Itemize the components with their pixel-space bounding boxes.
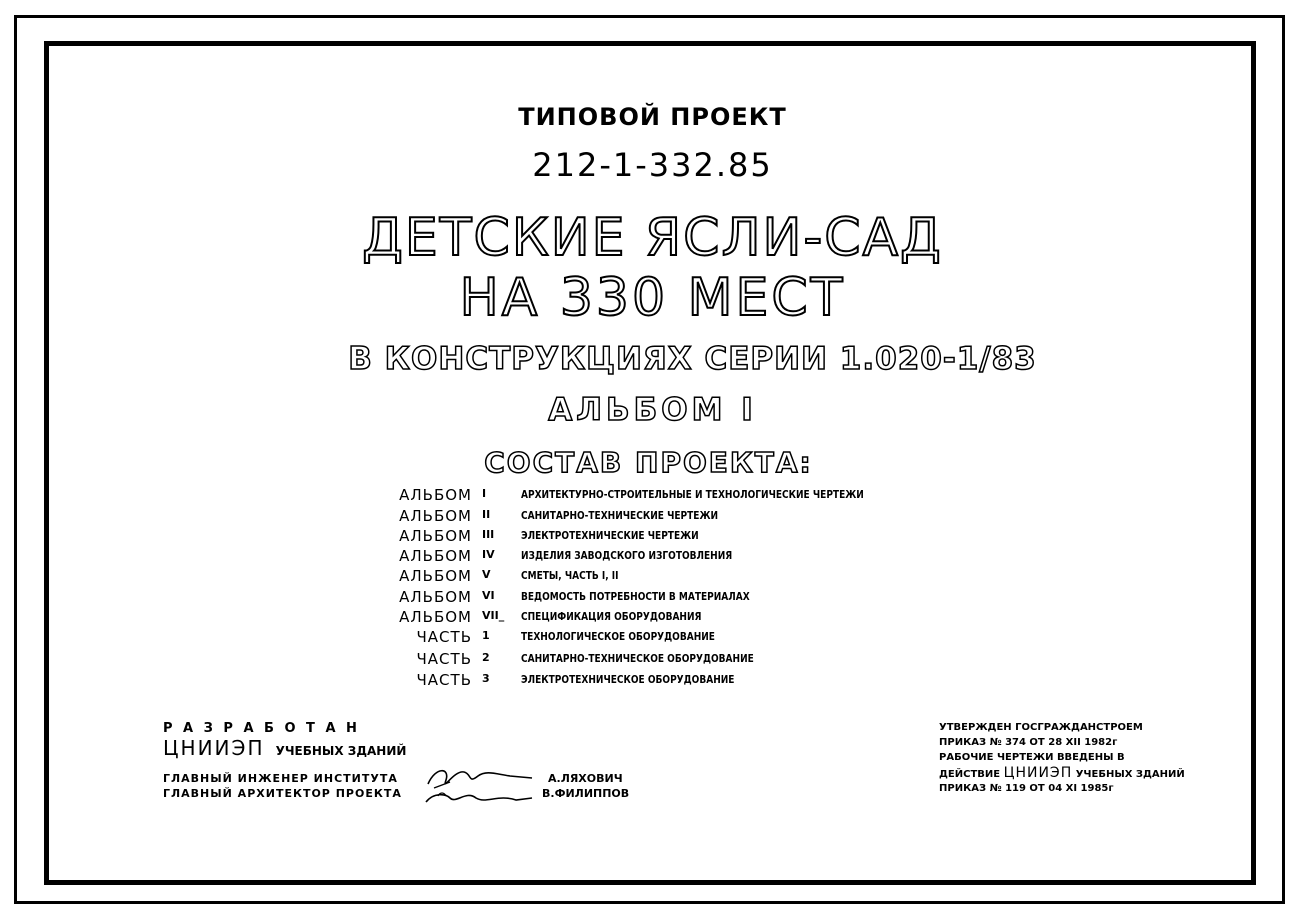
developer-organization xyxy=(163,736,406,760)
volume-label: АЛЬБОМ xyxy=(399,567,472,585)
part-label: ЧАСТЬ xyxy=(416,650,472,668)
chief-architect-title: ГЛАВНЫЙ АРХИТЕКТОР ПРОЕКТА xyxy=(163,787,402,800)
org-name: УЧЕБНЫХ ЗДАНИЙ xyxy=(275,744,407,758)
chief-engineer-name: А.ЛЯХОВИЧ xyxy=(548,772,623,785)
list-item xyxy=(390,507,950,527)
volume-description: ИЗДЕЛИЯ ЗАВОДСКОГО ИЗГОТОВЛЕНИЯ xyxy=(521,549,733,562)
part-description: ТЕХНОЛОГИЧЕСКОЕ ОБОРУДОВАНИЕ xyxy=(521,630,715,643)
list-item xyxy=(390,547,950,567)
project-name-line1: ДЕТСКИЕ ЯСЛИ-САД xyxy=(362,208,943,268)
chief-architect-name: В.ФИЛИППОВ xyxy=(542,787,630,800)
approval-line-2: ПРИКАЗ № 374 ОТ 28 XII 1982г xyxy=(939,737,1118,748)
volume-label: АЛЬБОМ xyxy=(399,588,472,606)
list-item xyxy=(390,486,950,506)
volume-label: АЛЬБОМ xyxy=(399,608,472,626)
volume-description: СПЕЦИФИКАЦИЯ ОБОРУДОВАНИЯ xyxy=(521,610,702,623)
approval-org-abbreviation: ЦНИИЭП xyxy=(1003,765,1073,781)
approval-line-3: РАБОЧИЕ ЧЕРТЕЖИ ВВЕДЕНЫ В xyxy=(939,752,1125,763)
approval-line-5: ПРИКАЗ № 119 ОТ 04 XI 1985г xyxy=(939,783,1114,794)
volume-description: СМЕТЫ, ЧАСТЬ I, II xyxy=(521,569,619,582)
part-number: 3 xyxy=(482,672,490,685)
list-item xyxy=(390,671,950,691)
approval-line-4 xyxy=(939,765,1185,781)
approval-line-4-pre: ДЕЙСТВИЕ xyxy=(939,769,1001,780)
developed-by-label: Р А З Р А Б О Т А Н xyxy=(163,721,360,736)
approval-line-1: УТВЕРЖДЕН ГОСГРАЖДАНСТРОЕМ xyxy=(939,722,1143,733)
volume-description: ВЕДОМОСТЬ ПОТРЕБНОСТИ В МАТЕРИАЛАХ xyxy=(521,590,750,603)
chief-engineer-title: ГЛАВНЫЙ ИНЖЕНЕР ИНСТИТУТА xyxy=(163,772,398,785)
volume-number: IV xyxy=(482,548,495,561)
list-item xyxy=(390,588,950,608)
volume-label: АЛЬБОМ xyxy=(399,547,472,565)
part-number: 1 xyxy=(482,629,490,642)
list-item xyxy=(390,527,950,547)
volume-description: САНИТАРНО-ТЕХНИЧЕСКИЕ ЧЕРТЕЖИ xyxy=(521,509,719,522)
project-number: 212-1-332.85 xyxy=(532,146,773,184)
project-name-line2: НА 330 МЕСТ xyxy=(459,268,846,328)
volume-label: АЛЬБОМ xyxy=(399,527,472,545)
volume-number: VI xyxy=(482,589,495,602)
signatures-image xyxy=(420,762,550,808)
volume-description: ЭЛЕКТРОТЕХНИЧЕСКИЕ ЧЕРТЕЖИ xyxy=(521,529,699,542)
volume-number: I xyxy=(482,487,487,500)
volume-description: АРХИТЕКТУРНО-СТРОИТЕЛЬНЫЕ И ТЕХНОЛОГИЧЕСКИЕ ЧЕРТЕЖИ xyxy=(521,488,864,501)
volume-number: III xyxy=(482,528,495,541)
volume-label: АЛЬБОМ xyxy=(399,486,472,504)
construction-series: В КОНСТРУКЦИЯХ СЕРИИ 1.020-1/83 xyxy=(348,341,1037,377)
list-item xyxy=(390,567,950,587)
project-type-label: ТИПОВОЙ ПРОЕКТ xyxy=(518,103,787,131)
volume-number: VII_ xyxy=(482,609,505,622)
part-number: 2 xyxy=(482,651,490,664)
list-item xyxy=(390,628,950,648)
part-description: САНИТАРНО-ТЕХНИЧЕСКОЕ ОБОРУДОВАНИЕ xyxy=(521,652,754,665)
list-item xyxy=(390,650,950,670)
part-description: ЭЛЕКТРОТЕХНИЧЕСКОЕ ОБОРУДОВАНИЕ xyxy=(521,673,735,686)
composition-heading: СОСТАВ ПРОЕКТА: xyxy=(484,446,813,479)
part-label: ЧАСТЬ xyxy=(416,671,472,689)
list-item xyxy=(390,608,950,628)
part-label: ЧАСТЬ xyxy=(416,628,472,646)
org-abbreviation: ЦНИИЭП xyxy=(163,736,265,760)
approval-line-4-post: УЧЕБНЫХ ЗДАНИЙ xyxy=(1075,769,1185,780)
volume-label: АЛЬБОМ xyxy=(399,507,472,525)
volume-number: V xyxy=(482,568,491,581)
volume-number: II xyxy=(482,508,491,521)
album-number: АЛЬБОМ I xyxy=(548,392,757,428)
